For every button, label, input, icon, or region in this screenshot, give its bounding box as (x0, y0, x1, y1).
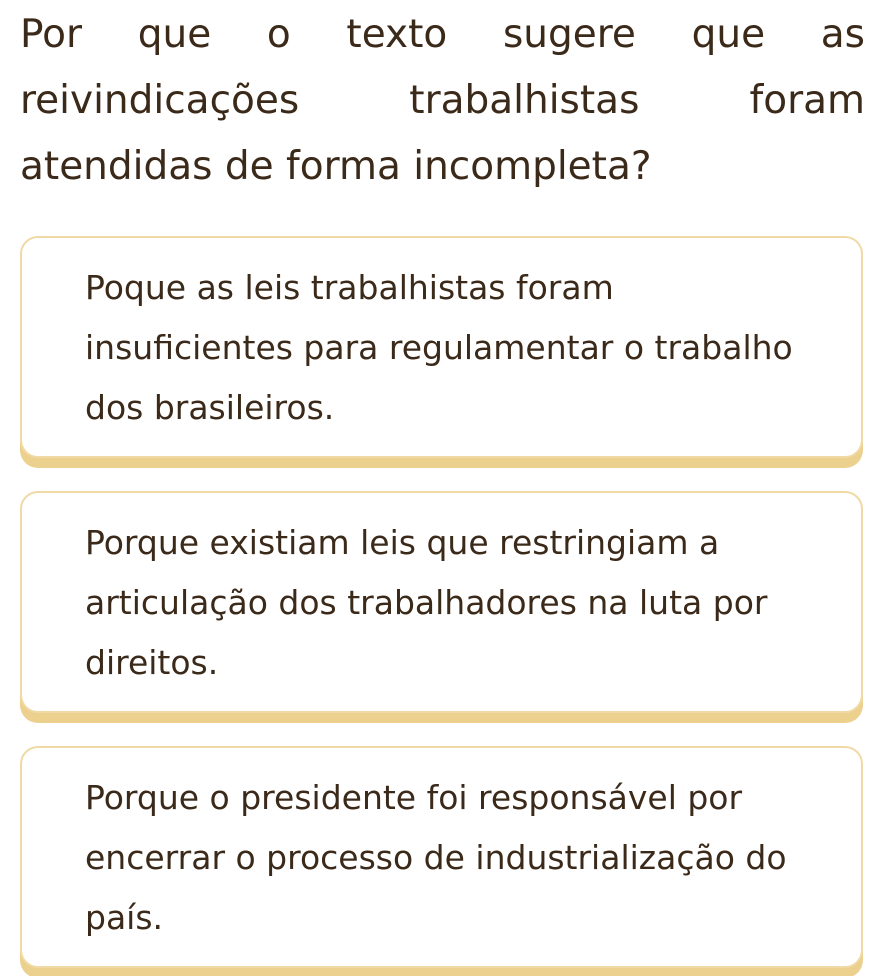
answer-option-2-text: Porque existiam leis que restringiam a articulação dos trabalhadores na luta por direitos. (85, 523, 768, 682)
question-text: Por que o texto sugere que as reivindicações trabalhistas foram atendidas de forma incompleta? (20, 12, 865, 189)
answer-option-2[interactable] (20, 491, 863, 713)
answer-option-3[interactable] (20, 746, 863, 968)
answer-option-1[interactable] (20, 236, 863, 458)
answer-option-1-text: Poque as leis trabalhistas foram insuficientes para regulamentar o trabalho dos brasileiros. (85, 268, 793, 427)
answer-option-3-text: Porque o presidente foi responsável por encerrar o processo de industrialização do país. (85, 778, 787, 937)
